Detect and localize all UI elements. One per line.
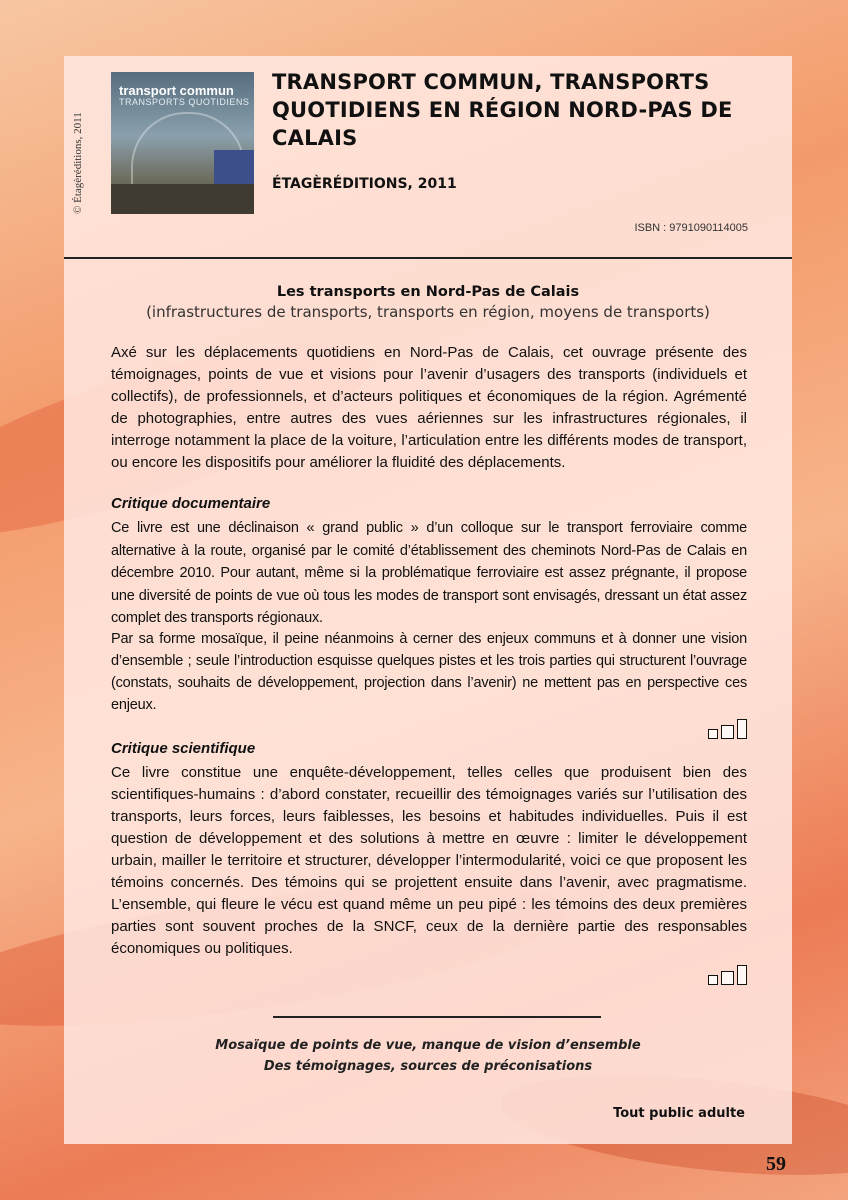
scientific-review-paragraph: Ce livre constitue une enquête-développement, telles celles que produisent bien des scientifiques-humains : d’abord constater, recueillir des témoignages variés sur l’utilisation des transports, leurs forces, leurs faiblesses, les besoins et habitudes individuelles. Puis il est question de développement et des solutions à mettre en œuvre : limiter le développement urbain, mailler le territoire et structurer, développer l’intermodularité, voici ce que proposent les témoins concernés. Des témoins qui se projettent ensuite dans l’avenir, avec pragmatisme. L’ensemble, qui fleure le vécu est quand même un peu pipé : les témoins des deux premières parties sont souvent proches de la SNCF, ceux de la dernière partie des responsables économiques ou politiques. [111, 764, 747, 957]
book-isbn: ISBN : 9791090114005 [634, 222, 748, 234]
divider [273, 1016, 601, 1018]
rating-box-large [737, 719, 747, 739]
conclusion-line: Des témoignages, sources de préconisations [263, 1059, 593, 1074]
cover-title: transport commun [119, 83, 234, 98]
rating-box-medium [721, 725, 734, 739]
rating-box-large [737, 965, 747, 985]
page-number: 59 [766, 1153, 786, 1175]
scientific-rating [708, 965, 747, 985]
cover-platform [111, 184, 254, 214]
rating-box-small [708, 975, 718, 985]
divider [64, 257, 792, 259]
cover-subtitle: TRANSPORTS QUOTIDIENS [119, 97, 250, 107]
documentary-review-heading: Critique documentaire [111, 495, 271, 512]
book-publisher: ÉTAGÈRÉDITIONS, 2011 [272, 176, 457, 192]
book-title: TRANSPORT COMMUN, TRANSPORTS QUOTIDIENS EN RÉGION NORD-PAS DE CALAIS [272, 70, 733, 150]
audience-label: Tout public adulte [613, 1106, 745, 1121]
subject-title: Les transports en Nord-Pas de Calais [276, 284, 580, 300]
documentary-review-paragraph: Ce livre est une déclinaison « grand public » d’un colloque sur le transport ferroviaire comme alternative à la route, organisé par le comité d’établissement des cheminots Nord-Pas de Calais en décembre 2010. Pour autant, même si la problématique ferroviaire est assez prégnante, il propose une diversité de points de vue où tous les modes de transport sont envisagés, dressant un état assez complet des transports régionaux. [111, 520, 747, 626]
scientific-review-heading: Critique scientifique [111, 740, 256, 757]
conclusion [64, 1035, 792, 1077]
book-cover-image [111, 72, 254, 214]
summary-paragraph: Axé sur les déplacements quotidiens en Nord-Pas de Calais, cet ouvrage présente des témoignages, points de vue et visions pour l’avenir d’usagers des transports (individuels et collectifs), de professionnels, et d’acteurs politiques et économiques de la région. Agrémenté de photographies, entre autres des vues aériennes sur les infrastructures régionales, il interroge notamment la place de la voiture, l’articulation entre les différents modes de transport, ou encore les dispositifs pour améliorer la fluidité des déplacements. [111, 344, 747, 471]
documentary-rating [708, 719, 747, 739]
conclusion-line: Mosaïque de points de vue, manque de vision d’ensemble [215, 1038, 641, 1053]
copyright-notice: © Étagèréditions, 2011 [72, 112, 84, 214]
rating-box-small [708, 729, 718, 739]
documentary-review-paragraph: Par sa forme mosaïque, il peine néanmoins à cerner des enjeux communs et à donner une vision d’ensemble ; seule l’introduction esquisse quelques pistes et les trois parties qui structurent l’ouvrage (constats, souhaits de développement, projection dans l’avenir) ne mettent pas en perspective ces enjeux. [111, 631, 747, 713]
subject-keywords: (infrastructures de transports, transports en région, moyens de transports) [146, 303, 710, 321]
rating-box-medium [721, 971, 734, 985]
